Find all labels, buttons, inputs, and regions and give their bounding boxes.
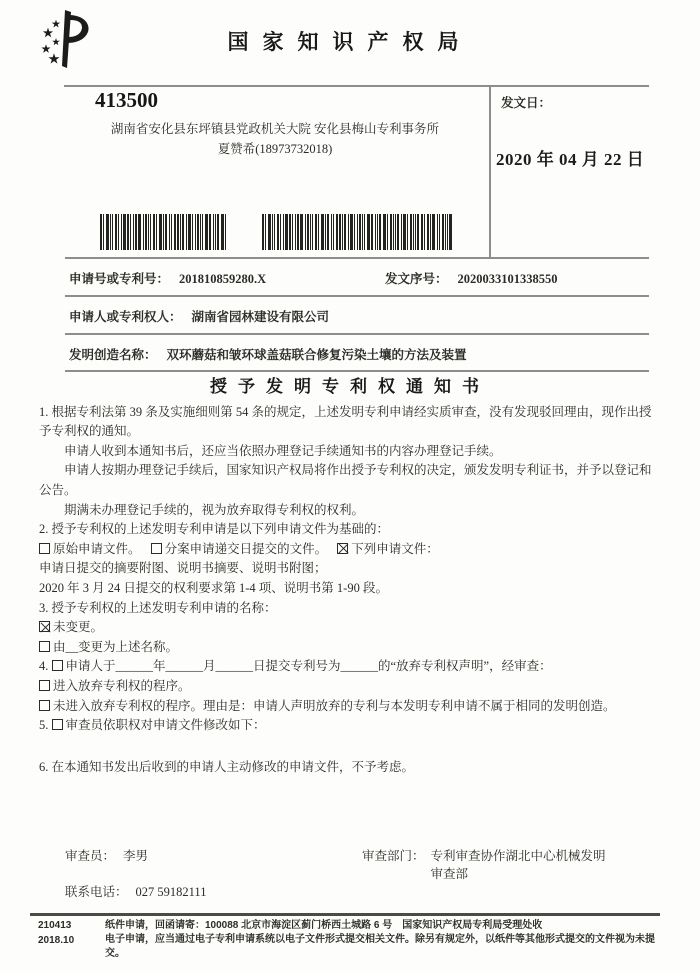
option-label: 进入放弃专利权的程序。 bbox=[53, 678, 191, 693]
option-label: 未进入放弃专利权的程序。理由是：申请人声明放弃的专利与本发明专利申请不属于相同的发明创造。 bbox=[53, 698, 616, 713]
header-divider bbox=[64, 85, 649, 87]
contact-phone-value: 027 59182111 bbox=[135, 885, 207, 899]
notice-item-1-para-2: 申请人收到本通知书后，还应当依照办理登记手续通知书的内容办理登记手续。 bbox=[64, 443, 502, 458]
application-number-label: 申请号或专利号： bbox=[69, 272, 170, 286]
item-number: 4. bbox=[39, 659, 49, 674]
electronic-filing-instruction: 电子申请，应当通过电子专利申请系统以电子文件形式提交相关文件。除另有规定外，以纸件等其他形式提交的文件视为未提交。 bbox=[105, 934, 655, 959]
item-text: 申请人于______年______月______日提交专利号为______的“放弃专利权声明”，经审查： bbox=[65, 659, 552, 674]
notice-item-4 bbox=[39, 657, 661, 677]
examiner-name: 李男 bbox=[123, 849, 149, 863]
dispatch-date-value: 2020 年 04 月 22 日 bbox=[496, 150, 645, 169]
serial-label: 发文序号： bbox=[385, 272, 448, 286]
form-revision-date: 2018.10 bbox=[38, 934, 75, 946]
notice-item-2: 2. 授予专利权的上述发明专利申请是以下列申请文件为基础的： bbox=[39, 522, 390, 537]
examiner-label: 审查员： bbox=[65, 849, 116, 863]
dispatch-box-divider bbox=[489, 85, 491, 257]
footer-divider bbox=[30, 913, 660, 916]
barcode-right bbox=[262, 214, 456, 250]
option-label: 原始申请文件。 bbox=[53, 541, 141, 556]
notice-item-5 bbox=[39, 716, 661, 736]
notice-item-4-option-2 bbox=[39, 697, 661, 717]
serial-value: 2020033101338550 bbox=[457, 272, 558, 286]
dispatch-date-label: 发文日： bbox=[501, 96, 552, 110]
item-number: 5. bbox=[39, 718, 49, 733]
notice-title: 授予发明专利权通知书 bbox=[210, 377, 490, 396]
department-field bbox=[362, 846, 617, 882]
notice-item-1: 1. 根据专利法第 39 条及实施细则第 54 条的规定，上述发明专利申请经实质审查，没有发现驳回理由，现作出授予专利权的通知。 bbox=[39, 404, 652, 439]
checkbox-not-enter-abandon-procedure bbox=[39, 700, 50, 711]
checkbox-original-documents bbox=[39, 543, 50, 554]
barcode-left bbox=[100, 214, 230, 250]
checkbox-name-changed bbox=[39, 641, 50, 652]
notice-item-3-option-2 bbox=[39, 638, 661, 658]
notice-item-6: 6. 在本通知书发出后收到的申请人主动修改的申请文件，不予考虑。 bbox=[39, 759, 415, 774]
option-label: 下列申请文件： bbox=[351, 541, 439, 556]
notice-item-1-para-4: 期满未办理登记手续的，视为放弃取得专利权的权利。 bbox=[64, 502, 365, 517]
contact-phone-field bbox=[65, 882, 206, 900]
postal-code: 413500 bbox=[95, 88, 158, 112]
form-code: 210413 bbox=[38, 920, 72, 931]
examiner-field bbox=[65, 846, 148, 864]
footer-form-codes bbox=[38, 919, 74, 948]
serial-field bbox=[385, 269, 558, 287]
application-number-value: 201810859280.X bbox=[179, 272, 267, 286]
invention-name-label: 发明创造名称： bbox=[69, 348, 157, 362]
checkbox-name-unchanged bbox=[39, 621, 50, 632]
checkbox-examiner-amendment bbox=[52, 719, 63, 730]
department-label: 审查部门： bbox=[362, 849, 425, 863]
field-row-application-number bbox=[65, 257, 649, 295]
notice-item-1-para-3: 申请人按期办理登记手续后，国家知识产权局将作出授予专利权的决定，颁发发明专利证书，并予以登记和公告。 bbox=[39, 463, 652, 497]
notice-body bbox=[39, 377, 661, 777]
notice-item-4-option-1 bbox=[39, 677, 661, 697]
mailing-address: 湖南省安化县东坪镇县党政机关大院 安化县梅山专利事务所 bbox=[110, 122, 440, 136]
checkbox-enter-abandon-procedure bbox=[39, 680, 50, 691]
checkbox-divisional-documents bbox=[151, 543, 162, 554]
mailing-recipient: 夏赞希(18973732018) bbox=[217, 142, 333, 156]
applicant-label: 申请人或专利权人： bbox=[69, 310, 182, 324]
agency-title: 国家知识产权局 bbox=[227, 30, 473, 54]
checkbox-abandon-declaration bbox=[52, 660, 63, 671]
paper-filing-instruction: 纸件申请，回函请寄：100088 北京市海淀区蓟门桥西土城路 6 号 国家知识产权局专利局受理处收 bbox=[105, 920, 543, 931]
notice-item-2-sub-1: 申请日提交的摘要附图、说明书摘要、说明书附图； bbox=[39, 561, 327, 576]
option-label: 由__变更为上述名称。 bbox=[53, 639, 179, 654]
option-label: 未变更。 bbox=[53, 620, 104, 635]
department-name: 专利审查协作湖北中心机械发明审查部 bbox=[430, 849, 606, 881]
field-row-applicant bbox=[65, 295, 649, 333]
footer-instructions bbox=[105, 919, 661, 961]
notice-item-3-option-1 bbox=[39, 618, 661, 638]
field-row-invention-name bbox=[65, 333, 649, 372]
option-label: 分案申请递交日提交的文件。 bbox=[164, 541, 328, 556]
notice-item-2-sub-2: 2020 年 3 月 24 日提交的权利要求第 1-4 项、说明书第 1-90 段。 bbox=[39, 580, 388, 595]
notice-item-2-options bbox=[39, 540, 661, 560]
invention-name-value: 双环蘑菇和皱环球盖菇联合修复污染土壤的方法及装置 bbox=[166, 348, 467, 362]
document-fields bbox=[65, 257, 649, 372]
checkbox-following-documents bbox=[337, 543, 348, 554]
notice-item-3: 3. 授予专利权的上述发明专利申请的名称： bbox=[39, 600, 277, 615]
contact-phone-label: 联系电话： bbox=[65, 885, 128, 899]
item-text: 审查员依职权对申请文件修改如下： bbox=[65, 718, 266, 733]
applicant-value: 湖南省园林建设有限公司 bbox=[191, 310, 330, 324]
